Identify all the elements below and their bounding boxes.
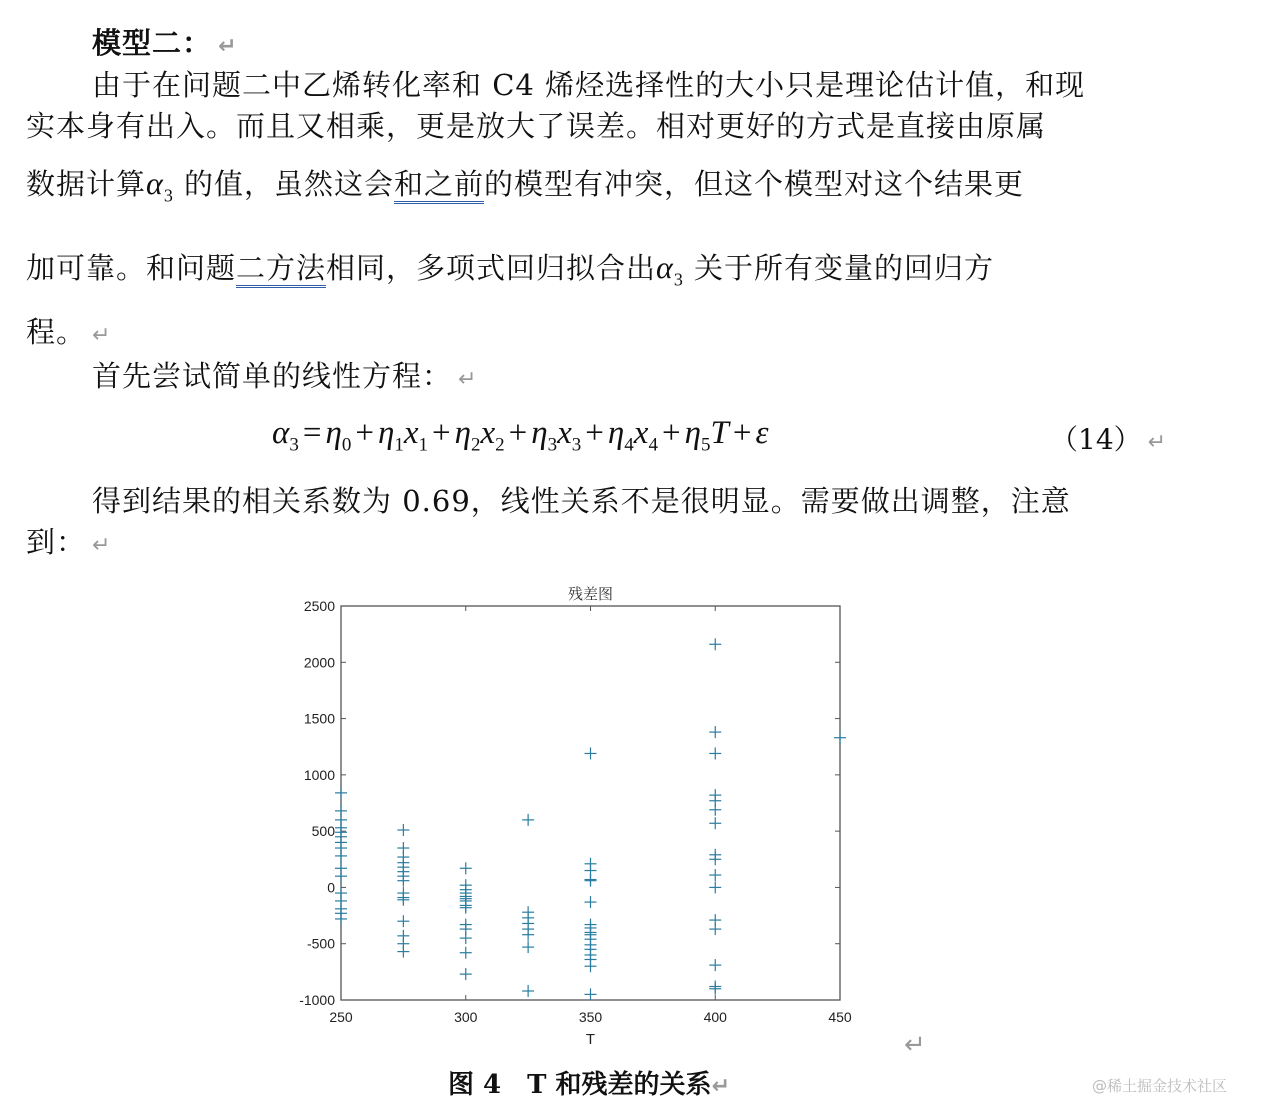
y-tick-label: 1500 [303, 710, 335, 727]
section-heading: 模型二： ↵ [92, 26, 238, 60]
watermark: @稀土掘金技术社区 [1092, 1077, 1228, 1095]
y-tick-label: 1000 [303, 766, 335, 783]
regression-equation: $\alpha_3 = \eta_0 + \eta_1x_1 + \eta_2x_2 + \eta_3x_3 + \eta_4x_4 + \eta_5T + \varepsilon$ [272, 415, 769, 456]
equation-number: （14） ↵ [1050, 423, 1167, 456]
y-tick-label: 500 [311, 823, 335, 840]
x-tick-label: 400 [703, 1009, 727, 1025]
paragraph-mark-icon: ↵ [711, 1074, 730, 1099]
paragraph-1-line-4: 加可靠。和问题二方法相同，多项式回归拟合出$\alpha_3$ 关于所有变量的回归方 [26, 249, 995, 290]
paragraph-3-line-2: 到： ↵ [26, 525, 112, 559]
y-tick-label: 0 [327, 879, 335, 896]
x-tick-label: 250 [329, 1009, 353, 1025]
chart-title: 残差图 [567, 585, 614, 603]
y-tick-label: -1000 [299, 992, 335, 1008]
paragraph-mark-icon: ↵ [92, 533, 112, 558]
paragraph-1-line-2: 实本身有出入。而且又相乘，更是放大了误差。相对更好的方式是直接由原属 [26, 109, 1047, 143]
alpha-symbol: $\alpha_3$ [656, 249, 684, 290]
paragraph-1-line-1: 由于在问题二中乙烯转化率和 C4 烯烃选择性的大小只是理论估计值，和现 [92, 68, 1086, 102]
data-points [335, 638, 846, 1000]
x-tick-label: 300 [454, 1009, 478, 1025]
grammar-underline: 和之前 [394, 167, 484, 204]
residual-scatter-chart [280, 578, 880, 1058]
paragraph-3-line-1: 得到结果的相关系数为 0.69，线性关系不是很明显。需要做出调整，注意 [92, 484, 1071, 518]
paragraph-mark-icon: ↵ [458, 367, 478, 392]
paragraph-mark-icon: ↵ [1147, 430, 1167, 455]
y-tick-label: 2500 [303, 598, 335, 614]
x-tick-label: 450 [828, 1009, 852, 1025]
paragraph-mark-icon: ↵ [904, 1030, 926, 1060]
paragraph-mark-icon: ↵ [218, 34, 238, 59]
paragraph-2: 首先尝试简单的线性方程： ↵ [92, 359, 478, 393]
paragraph-1-line-3: 数据计算$\alpha_3$ 的值，虽然这会和之前的模型有冲突，但这个模型对这个结果更 [26, 165, 1025, 206]
alpha-symbol: $\alpha_3$ [146, 165, 174, 206]
grammar-underline: 二方法 [236, 251, 326, 288]
x-tick-label: 350 [578, 1009, 603, 1025]
figure-caption: 图 4 T 和残差的关系↵ [448, 1070, 730, 1100]
paragraph-mark-icon: ↵ [92, 323, 112, 348]
y-tick-label: 2000 [303, 654, 335, 671]
equation-terms: $\eta_0 + \eta_1x_1 + \eta_2x_2 + \eta_3x_3 + \eta_4x_4 + \eta_5T$ [325, 415, 729, 456]
y-tick-label: -500 [306, 935, 335, 952]
paragraph-1-line-5: 程。 ↵ [26, 315, 112, 349]
x-axis-label: T [585, 1031, 596, 1048]
